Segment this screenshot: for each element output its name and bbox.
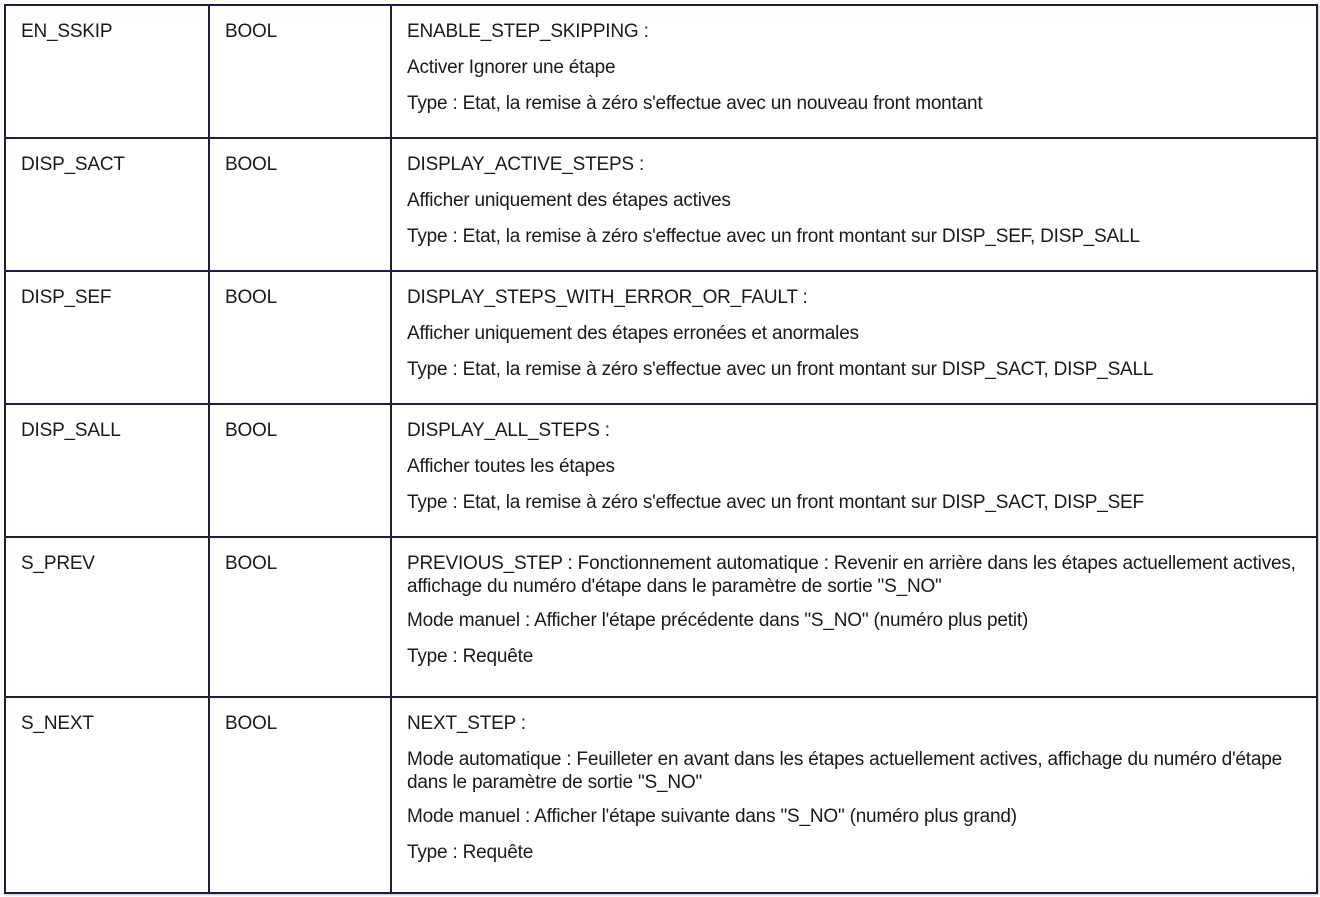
table-row [5, 138, 1317, 271]
parameter-description [391, 537, 1317, 697]
parameter-type: BOOL [209, 404, 391, 537]
description-line: Type : Requête [407, 646, 534, 667]
description-line: Afficher uniquement des étapes erronées et anormales [407, 323, 859, 344]
parameter-description [391, 271, 1317, 404]
parameter-name: EN_SSKIP [5, 5, 209, 138]
parameter-description [391, 404, 1317, 537]
description-line: PREVIOUS_STEP : Fonctionnement automatique : Revenir en arrière dans les étapes actuellement actives, affichage du numéro d'étape dans le paramètre de sortie "S_NO" [407, 553, 1296, 597]
description-line: Type : Etat, la remise à zéro s'effectue avec un front montant sur DISP_SACT, DISP_SALL [407, 359, 1154, 380]
description-line: Type : Etat, la remise à zéro s'effectue avec un front montant sur DISP_SEF, DISP_SALL [407, 226, 1140, 247]
description-line: DISPLAY_ALL_STEPS : [407, 420, 610, 441]
parameter-name: DISP_SALL [5, 404, 209, 537]
description-line: Mode automatique : Feuilleter en avant dans les étapes actuellement actives, affichage du numéro d'étape dans le paramètre de sortie "S_NO" [407, 749, 1282, 793]
parameter-type: BOOL [209, 271, 391, 404]
parameter-description [391, 138, 1317, 271]
description-line: Mode manuel : Afficher l'étape précédente dans "S_NO" (numéro plus petit) [407, 610, 1029, 631]
parameter-name: DISP_SEF [5, 271, 209, 404]
description-line: ENABLE_STEP_SKIPPING : [407, 21, 649, 42]
parameter-description [391, 5, 1317, 138]
description-line: Afficher uniquement des étapes actives [407, 190, 731, 211]
description-line: Activer Ignorer une étape [407, 57, 616, 78]
description-line: NEXT_STEP : [407, 713, 526, 734]
parameter-table [4, 4, 1318, 894]
description-line: DISPLAY_ACTIVE_STEPS : [407, 154, 645, 175]
parameter-type: BOOL [209, 138, 391, 271]
description-line: Afficher toutes les étapes [407, 456, 615, 477]
description-line: Mode manuel : Afficher l'étape suivante dans "S_NO" (numéro plus grand) [407, 806, 1017, 827]
table-row [5, 537, 1317, 697]
description-line: Type : Etat, la remise à zéro s'effectue avec un nouveau front montant [407, 93, 983, 114]
description-line: Type : Requête [407, 842, 534, 863]
parameter-name: S_NEXT [5, 697, 209, 893]
parameter-name: DISP_SACT [5, 138, 209, 271]
table-row [5, 404, 1317, 537]
parameter-name: S_PREV [5, 537, 209, 697]
parameter-type: BOOL [209, 537, 391, 697]
description-line: Type : Etat, la remise à zéro s'effectue avec un front montant sur DISP_SACT, DISP_SEF [407, 492, 1144, 513]
table-row [5, 5, 1317, 138]
parameter-type: BOOL [209, 5, 391, 138]
description-line: DISPLAY_STEPS_WITH_ERROR_OR_FAULT : [407, 287, 808, 308]
table-row [5, 697, 1317, 893]
parameter-description [391, 697, 1317, 893]
table-row [5, 271, 1317, 404]
parameter-type: BOOL [209, 697, 391, 893]
